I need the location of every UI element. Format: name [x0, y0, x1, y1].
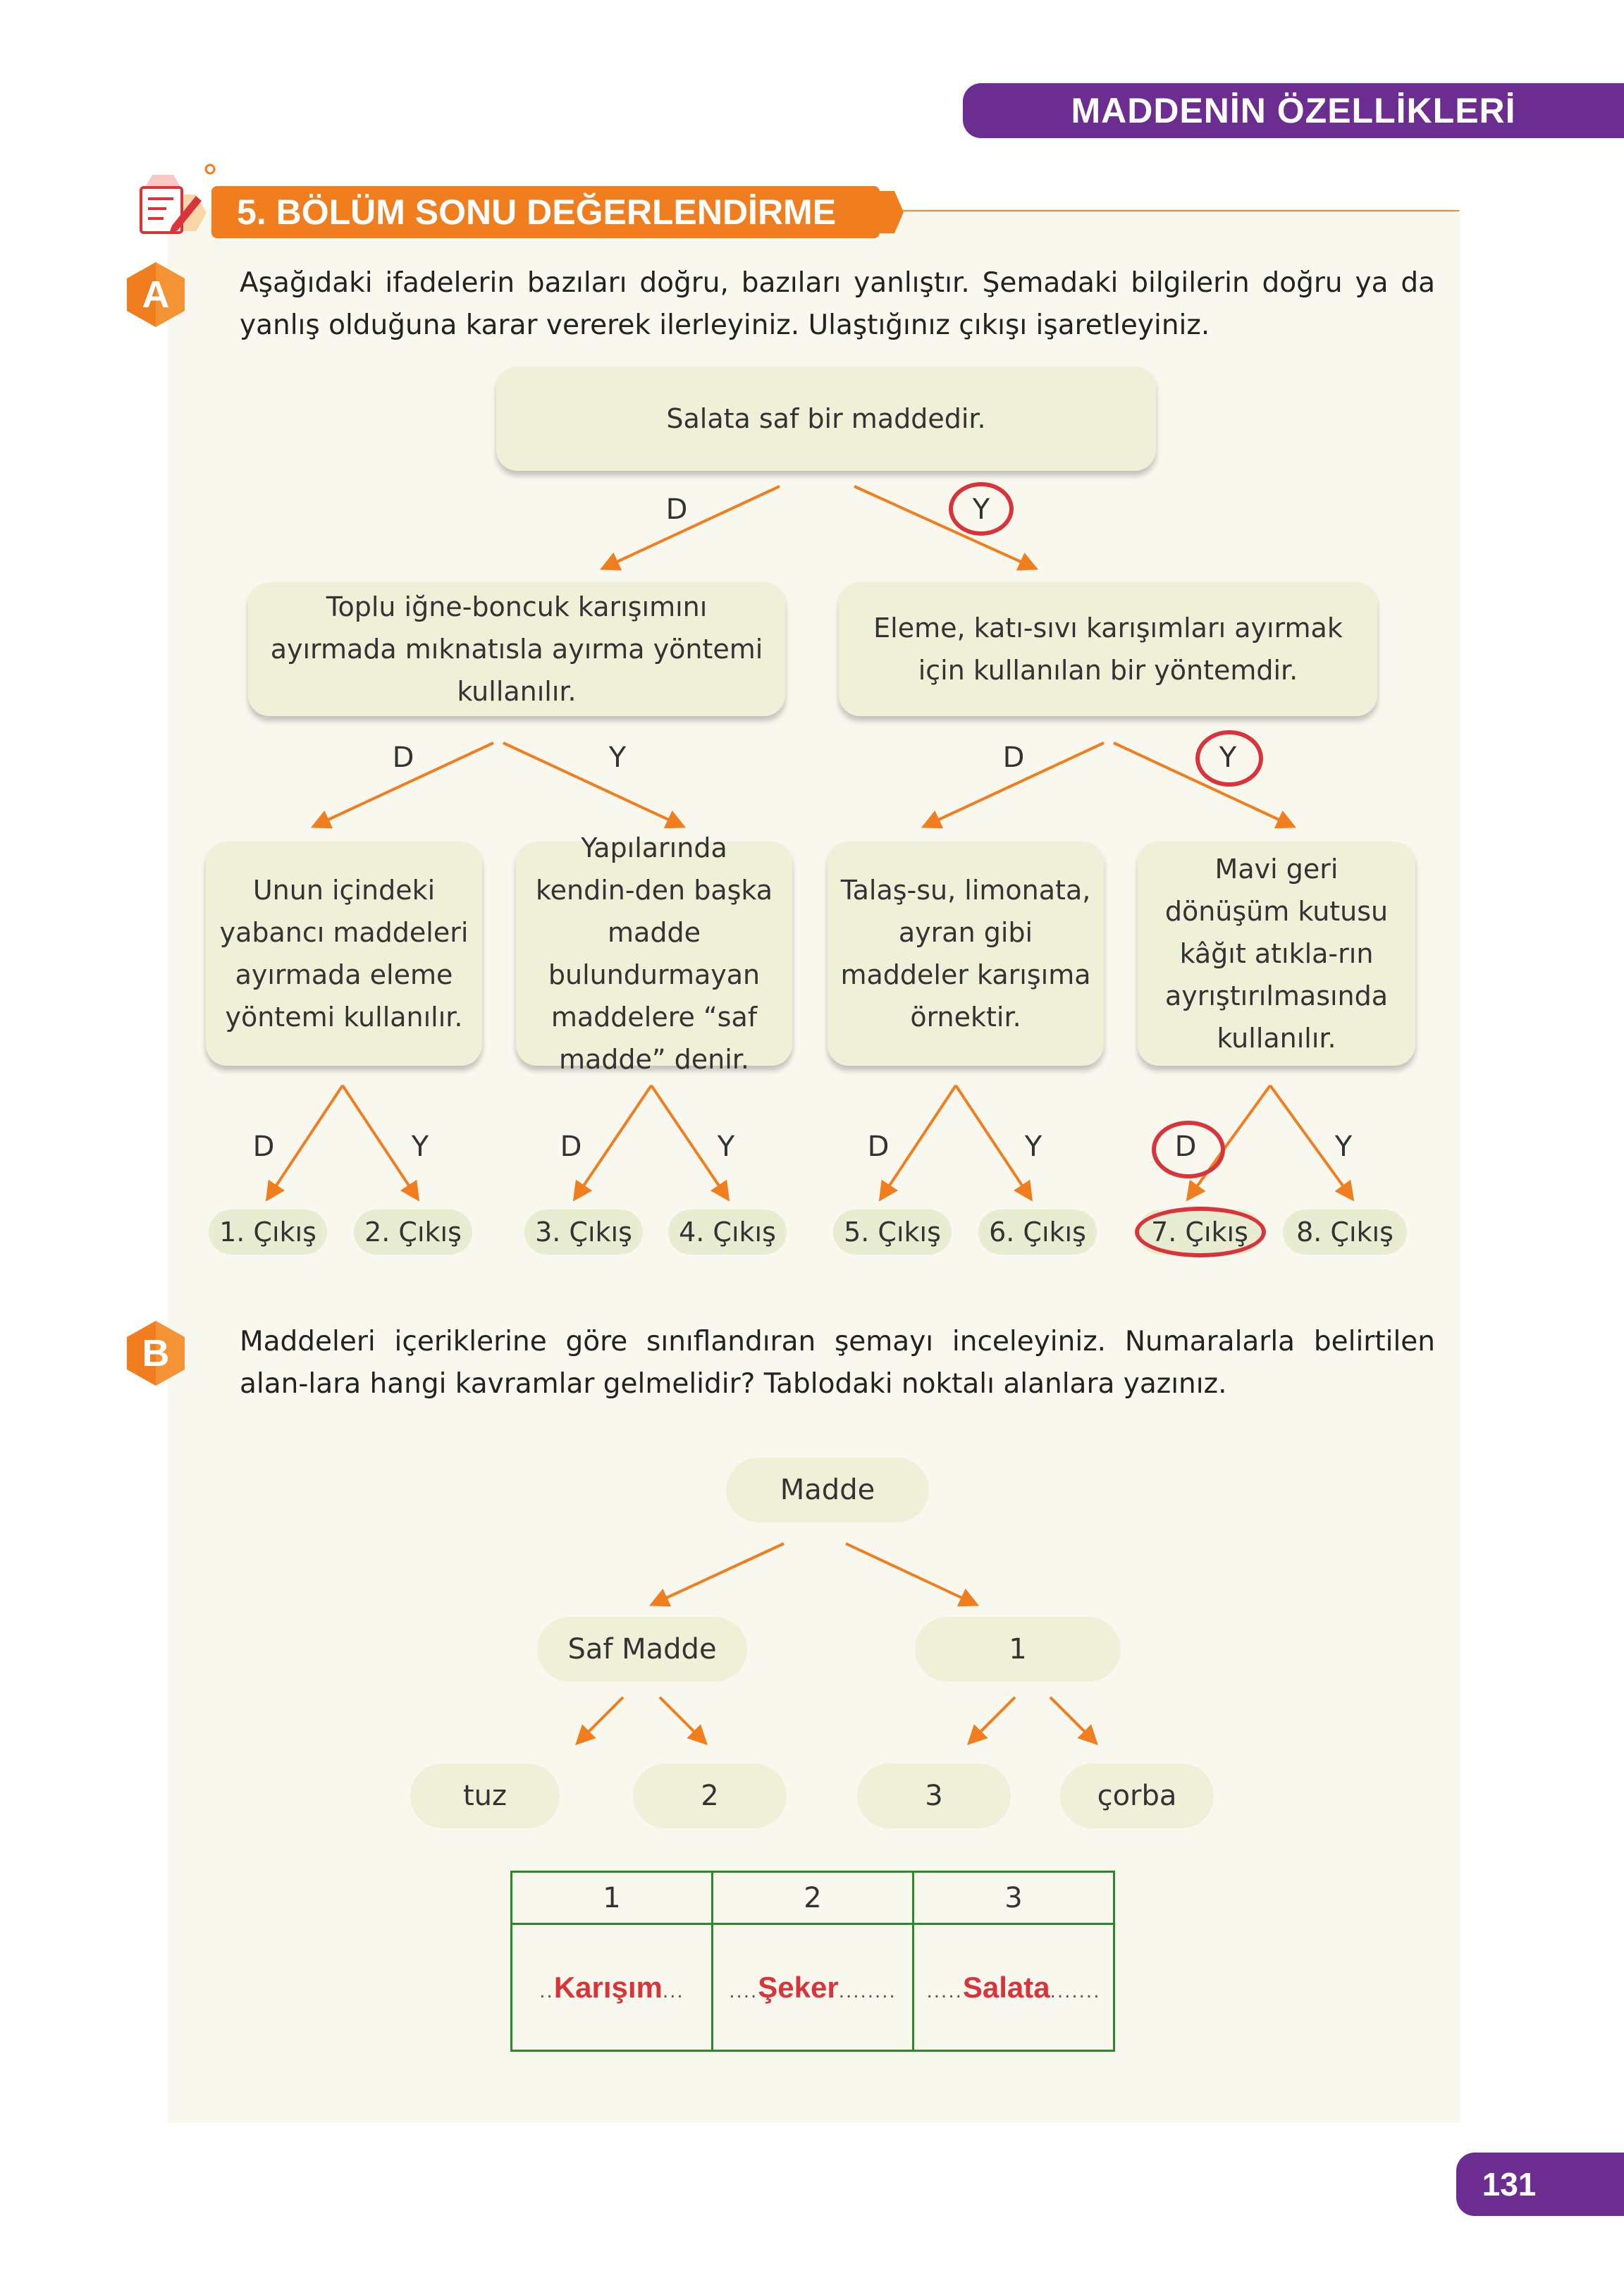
exit-7-selected: 7. Çıkış	[1138, 1209, 1262, 1255]
answer-circle	[1195, 730, 1263, 787]
table-header-2: 2	[713, 1872, 914, 1924]
answer-cell-3: .....Salata.......	[914, 1924, 1114, 2051]
statement-level3-2: Yapılarında kendin-den başka madde bulundurmayan maddelere “saf madde” denir.	[516, 842, 792, 1066]
label-false: Y	[608, 741, 627, 774]
section-title: 5. BÖLÜM SONU DEĞERLENDİRME	[237, 192, 837, 232]
leaf-salt: tuz	[410, 1763, 560, 1828]
part-a-instruction: Aşağıdaki ifadelerin bazıları doğru, bazıları yanlıştır. Şemadaki bilgilerin doğru ya da yanlış olduğuna karar vererek ilerleyiniz. Ulaştığınız çıkışı işaretleyiniz.	[240, 267, 1435, 341]
label-true: D	[665, 493, 688, 526]
exit-8: 8. Çıkış	[1283, 1209, 1407, 1255]
exit-6: 6. Çıkış	[978, 1209, 1097, 1255]
category-pure-substance: Saf Madde	[537, 1617, 747, 1682]
label-true: D	[1002, 741, 1025, 774]
label-true: D	[1174, 1131, 1197, 1163]
statement-level2-right: Eleme, katı-sıvı karışımları ayırmak için kullanılan bir yöntemdir.	[839, 582, 1377, 716]
label-false: Y	[1334, 1131, 1353, 1163]
classification-arrows	[0, 1339, 1624, 1776]
category-blank-1: 1	[915, 1617, 1121, 1682]
handwritten-answer-1: Karışım	[553, 1970, 663, 2004]
label-true: D	[392, 741, 414, 774]
label-true: D	[252, 1131, 275, 1163]
table-header-1: 1	[512, 1872, 713, 1924]
statement-level3-1: Unun içindeki yabancı maddeleri ayırmada eleme yöntemi kullanılır.	[206, 842, 482, 1066]
label-false: Y	[411, 1131, 429, 1163]
label-false: Y	[717, 1131, 735, 1163]
part-a-letter: A	[142, 273, 170, 316]
category-root: Madde	[726, 1458, 929, 1522]
label-false: Y	[1024, 1131, 1042, 1163]
part-b-instruction: Maddeleri içeriklerine göre sınıflandıran şemayı inceleyiniz. Numaralarla belirtilen alan-lara hangi kavramlar gelmelidir? Tablodaki noktalı alanlara yazınız.	[240, 1326, 1435, 1400]
label-true: D	[867, 1131, 890, 1163]
answer-circle	[1152, 1121, 1225, 1178]
label-false: Y	[1219, 741, 1237, 774]
selected-exit-circle	[1135, 1207, 1266, 1257]
label-true: D	[560, 1131, 582, 1163]
chapter-title: MADDENİN ÖZELLİKLERİ	[1071, 91, 1516, 130]
handwritten-answer-2: Şeker	[758, 1970, 839, 2004]
table-header-3: 3	[914, 1872, 1114, 1924]
statement-level3-4: Mavi geri dönüşüm kutusu kâğıt atıkla-rın ayrıştırılmasında kullanılır.	[1138, 842, 1415, 1066]
answer-cell-1: ..Karışım...	[512, 1924, 713, 2051]
exit-1: 1. Çıkış	[209, 1209, 327, 1255]
handwritten-answer-3: Salata	[962, 1970, 1050, 2004]
leaf-soup: çorba	[1060, 1763, 1214, 1828]
part-b-letter: B	[142, 1332, 170, 1374]
label-false: Y	[972, 493, 990, 526]
leaf-blank-2: 2	[633, 1763, 787, 1828]
exit-4: 4. Çıkış	[668, 1209, 787, 1255]
answer-circle	[949, 482, 1014, 536]
statement-root: Salata saf bir maddedir.	[496, 367, 1156, 471]
statement-level2-left: Toplu iğne-boncuk karışımını ayırmada mıknatısla ayırma yöntemi kullanılır.	[248, 582, 785, 716]
answer-table	[510, 1871, 1115, 2052]
exit-3: 3. Çıkış	[524, 1209, 643, 1255]
leaf-blank-3: 3	[857, 1763, 1011, 1828]
page-number: 131	[1482, 2166, 1537, 2203]
statement-level3-3: Talaş-su, limonata, ayran gibi maddeler karışıma örnektir.	[828, 842, 1104, 1066]
exit-5: 5. Çıkış	[833, 1209, 952, 1255]
exit-2: 2. Çıkış	[354, 1209, 472, 1255]
answer-cell-2: ....Şeker........	[713, 1924, 914, 2051]
